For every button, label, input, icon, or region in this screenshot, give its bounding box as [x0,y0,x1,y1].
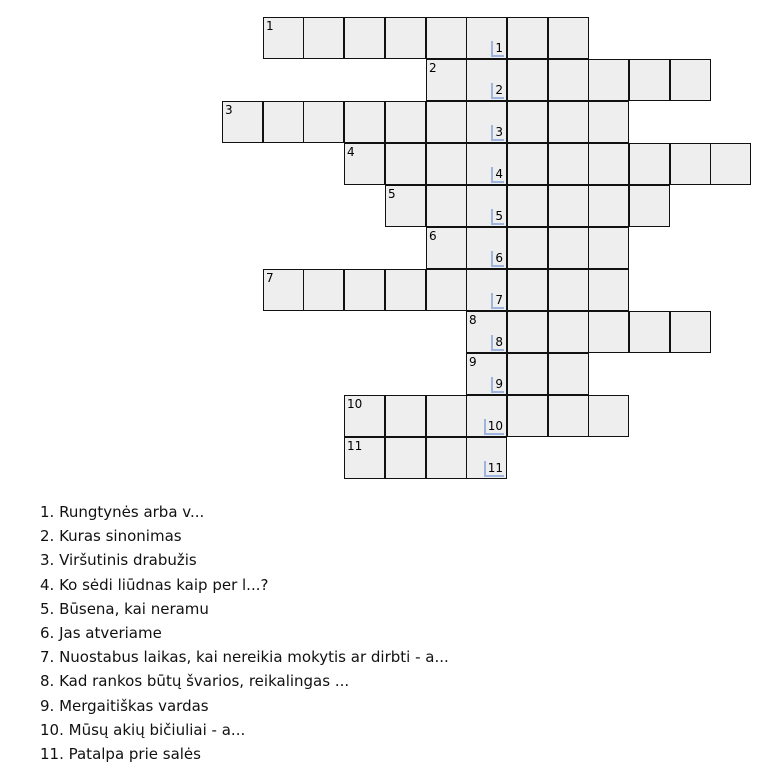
grid-cell[interactable] [548,101,589,143]
letter-input[interactable] [427,186,466,226]
clue-5: 5. Būsena, kai neramu [40,599,209,618]
letter-input[interactable] [427,60,466,100]
letter-input[interactable] [264,18,303,58]
key-column-number: 3 [491,125,504,141]
letter-input[interactable] [711,144,750,184]
key-column-number: 1 [491,41,504,57]
key-column-number: 10 [484,419,504,435]
clue-number: 7 [266,271,274,285]
letter-input[interactable] [671,312,710,352]
grid-cell[interactable] [385,17,426,59]
letter-input[interactable] [427,144,466,184]
grid-cell[interactable] [548,17,589,59]
letter-input[interactable] [508,186,547,226]
letter-input[interactable] [467,270,506,310]
grid-cell[interactable] [385,269,426,311]
key-column-number: 2 [491,83,504,99]
key-column-number: 6 [491,251,504,267]
letter-input[interactable] [386,102,425,142]
grid-cell[interactable] [588,59,629,101]
letter-input[interactable] [549,270,588,310]
clue-1: 1. Rungtynės arba v... [40,503,205,521]
letter-input[interactable] [345,270,384,310]
letter-input[interactable] [467,312,506,352]
grid-cell[interactable] [344,269,385,311]
grid-cell[interactable] [466,269,507,311]
letter-input[interactable] [508,396,547,436]
grid-cell[interactable] [303,17,344,59]
letter-input[interactable] [467,18,506,58]
letter-input[interactable] [386,144,425,184]
grid-cell[interactable] [588,227,629,269]
grid-cell[interactable] [629,185,670,227]
grid-cell[interactable] [344,395,385,437]
grid-cell[interactable] [385,437,426,479]
grid-cell[interactable] [426,143,467,185]
letter-input[interactable] [549,144,588,184]
letter-input[interactable] [345,438,384,478]
grid-cell[interactable] [670,143,711,185]
grid-cell[interactable] [548,311,589,353]
grid-cell[interactable] [426,101,467,143]
letter-input[interactable] [386,396,425,436]
key-column-number: 11 [484,461,504,477]
letter-input[interactable] [467,354,506,394]
letter-input[interactable] [345,18,384,58]
grid-cell[interactable] [385,143,426,185]
grid-cell[interactable] [426,437,467,479]
grid-cell[interactable] [263,101,304,143]
letter-input[interactable] [549,228,588,268]
clue-6: 6. Jas atveriame [40,623,162,642]
grid-cell[interactable] [303,269,344,311]
letter-input[interactable] [589,186,628,226]
grid-cell[interactable] [548,395,589,437]
clue-number: 1 [266,19,274,33]
letter-input[interactable] [345,102,384,142]
grid-cell[interactable] [629,143,670,185]
clue-number: 5 [388,187,396,201]
clue-number: 8 [469,313,477,327]
grid-cell[interactable] [344,17,385,59]
grid-cell[interactable] [344,437,385,479]
letter-input[interactable] [304,18,343,58]
grid-cell[interactable] [507,101,548,143]
grid-cell[interactable] [507,395,548,437]
letter-input[interactable] [589,270,628,310]
grid-cell[interactable] [344,143,385,185]
grid-cell[interactable] [507,227,548,269]
letter-input[interactable] [549,60,588,100]
grid-cell[interactable] [588,311,629,353]
clue-number: 3 [225,103,233,117]
letter-input[interactable] [427,438,466,478]
letter-input[interactable] [386,186,425,226]
letter-input[interactable] [467,60,506,100]
letter-input[interactable] [467,438,506,478]
grid-cell[interactable] [385,101,426,143]
grid-cell[interactable] [263,269,304,311]
grid-cell[interactable] [588,395,629,437]
letter-input[interactable] [508,354,547,394]
clue-number: 9 [469,355,477,369]
grid-cell[interactable] [507,59,548,101]
grid-cell[interactable] [548,227,589,269]
grid-cell[interactable] [588,143,629,185]
letter-input[interactable] [345,396,384,436]
letter-input[interactable] [549,18,588,58]
letter-input[interactable] [386,438,425,478]
letter-input[interactable] [508,270,547,310]
grid-cell[interactable] [548,269,589,311]
grid-cell[interactable] [507,185,548,227]
letter-input[interactable] [304,102,343,142]
letter-input[interactable] [630,186,669,226]
grid-cell[interactable] [263,17,304,59]
key-column-number: 5 [491,209,504,225]
letter-input[interactable] [386,18,425,58]
letter-input[interactable] [264,270,303,310]
clue-10: 10. Mūsų akių bičiuliai - a... [40,720,246,739]
letter-input[interactable] [508,228,547,268]
letter-input[interactable] [549,102,588,142]
grid-cell[interactable] [507,353,548,395]
grid-cell[interactable] [548,353,589,395]
grid-cell[interactable] [303,101,344,143]
grid-cell[interactable] [426,269,467,311]
letter-input[interactable] [549,396,588,436]
grid-cell[interactable] [548,59,589,101]
grid-cell[interactable] [426,395,467,437]
letter-input[interactable] [630,60,669,100]
letter-input[interactable] [345,144,384,184]
clue-4: 4. Ko sėdi liūdnas kaip per l...? [40,575,269,594]
clue-number: 6 [429,229,437,243]
grid-cell[interactable] [426,17,467,59]
key-column-number: 7 [491,293,504,309]
letter-input[interactable] [427,228,466,268]
clue-number: 4 [347,145,355,159]
key-column-number: 4 [491,167,504,183]
letter-input[interactable] [589,228,628,268]
grid-cell[interactable] [466,59,507,101]
key-column-number: 9 [491,377,504,393]
letter-input[interactable] [427,270,466,310]
letter-input[interactable] [467,102,506,142]
letter-input[interactable] [549,186,588,226]
letter-input[interactable] [386,270,425,310]
letter-input[interactable] [589,60,628,100]
letter-input[interactable] [549,354,588,394]
grid-cell[interactable] [426,59,467,101]
grid-cell[interactable] [670,311,711,353]
letter-input[interactable] [589,312,628,352]
letter-input[interactable] [467,228,506,268]
letter-input[interactable] [589,396,628,436]
letter-input[interactable] [508,312,547,352]
letter-input[interactable] [508,102,547,142]
grid-cell[interactable] [548,143,589,185]
clue-2: 2. Kuras sinonimas [40,527,182,546]
key-column-number: 8 [491,335,504,351]
letter-input[interactable] [467,396,506,436]
letter-input[interactable] [508,144,547,184]
grid-cell[interactable] [507,269,548,311]
letter-input[interactable] [467,144,506,184]
letter-input[interactable] [589,102,628,142]
letter-input[interactable] [264,102,303,142]
grid-cell[interactable] [222,101,263,143]
clue-7: 7. Nuostabus laikas, kai nereikia mokytis ar dirbti - a... [40,648,449,667]
letter-input[interactable] [630,312,669,352]
letter-input[interactable] [304,270,343,310]
grid-cell[interactable] [466,101,507,143]
letter-input[interactable] [630,144,669,184]
letter-input[interactable] [467,186,506,226]
letter-input[interactable] [427,396,466,436]
grid-cell[interactable] [385,185,426,227]
letter-input[interactable] [671,144,710,184]
grid-cell[interactable] [466,227,507,269]
grid-cell[interactable] [507,311,548,353]
grid-cell[interactable] [466,437,507,479]
letter-input[interactable] [223,102,262,142]
grid-cell[interactable] [466,143,507,185]
letter-input[interactable] [671,60,710,100]
clue-9: 9. Mergaitiškas vardas [40,696,209,715]
grid-cell[interactable] [710,143,751,185]
letter-input[interactable] [427,18,466,58]
clue-11: 11. Patalpa prie salės [40,744,201,763]
grid-cell[interactable] [629,311,670,353]
grid-cell[interactable] [426,185,467,227]
clue-number: 2 [429,61,437,75]
grid-cell[interactable] [507,143,548,185]
grid-cell[interactable] [588,185,629,227]
grid-cell[interactable] [466,311,507,353]
grid-cell[interactable] [426,227,467,269]
grid-cell[interactable] [670,59,711,101]
letter-input[interactable] [549,312,588,352]
grid-cell[interactable] [588,269,629,311]
letter-input[interactable] [508,60,547,100]
clue-list [40,500,449,766]
grid-cell[interactable] [466,395,507,437]
clue-3: 3. Viršutinis drabužis [40,551,197,570]
grid-cell[interactable] [629,59,670,101]
grid-cell[interactable] [466,17,507,59]
grid-cell[interactable] [588,101,629,143]
grid-cell[interactable] [507,17,548,59]
letter-input[interactable] [589,144,628,184]
grid-cell[interactable] [466,185,507,227]
grid-cell[interactable] [466,353,507,395]
letter-input[interactable] [427,102,466,142]
letter-input[interactable] [508,18,547,58]
grid-cell[interactable] [548,185,589,227]
clue-number: 11 [347,439,363,453]
clue-number: 10 [347,397,363,411]
grid-cell[interactable] [385,395,426,437]
clue-8: 8. Kad rankos būtų švarios, reikalingas ... [40,672,350,691]
grid-cell[interactable] [344,101,385,143]
